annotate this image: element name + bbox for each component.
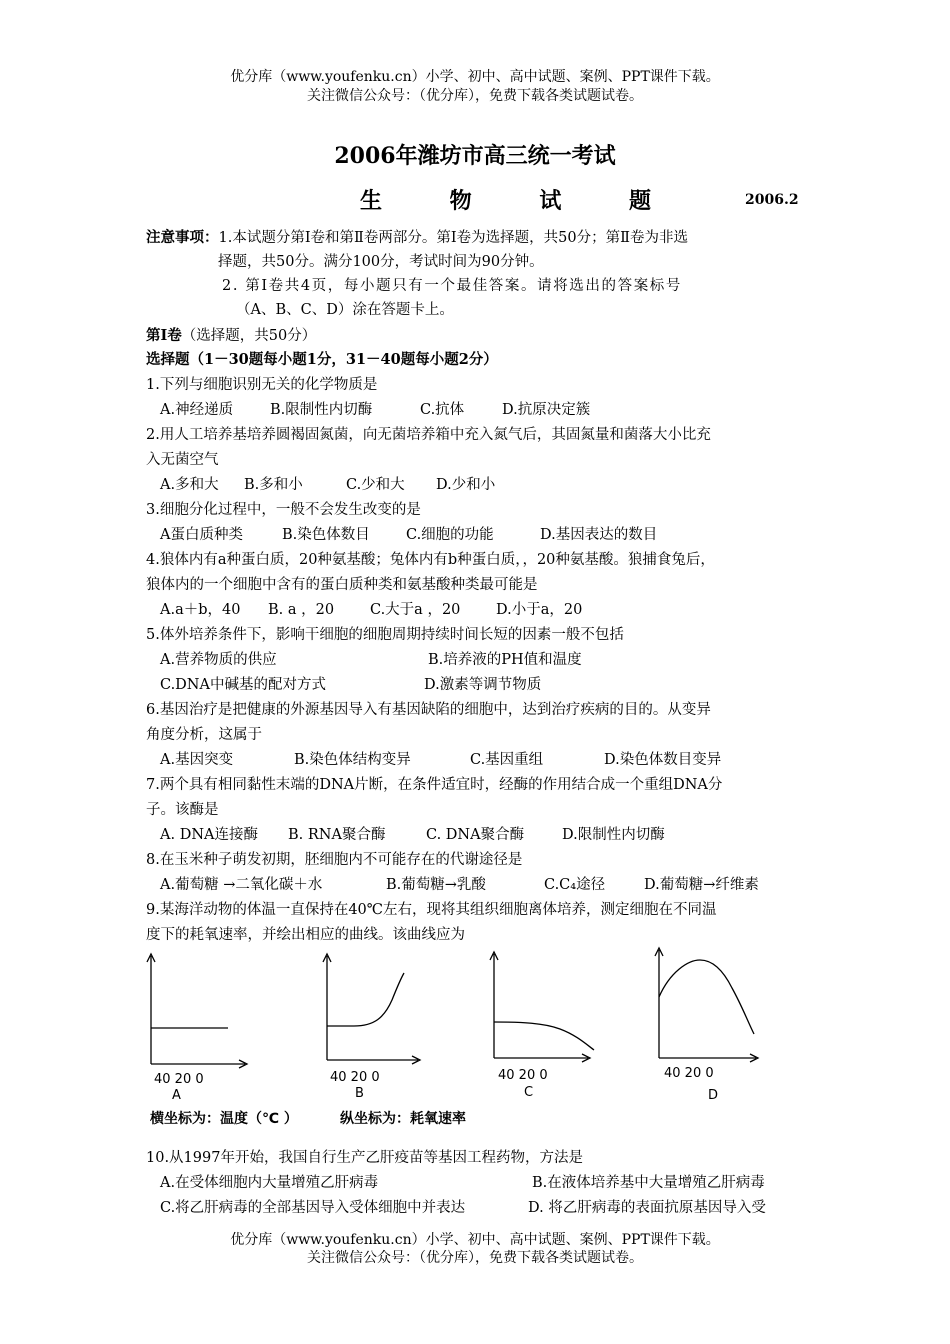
footer-line-2: 关注微信公众号：（优分库），免费下载各类试题试卷。 xyxy=(307,1250,643,1266)
graph-b-curve xyxy=(327,973,404,1026)
q9-xaxis-note: 横坐标为：温度（℃ ） xyxy=(150,1111,298,1127)
q5-option-d: D.激素等调节物质 xyxy=(424,677,542,693)
q6-option-d: D.染色体数目变异 xyxy=(604,752,722,768)
q10-stem: 10.从1997年开始，我国自行生产乙肝疫苗等基因工程药物，方法是 xyxy=(146,1150,583,1166)
q2-option-c: C.少和大 xyxy=(346,477,405,493)
q3-option-c: C.细胞的功能 xyxy=(406,527,494,543)
q4-option-d: D.小于a，20 xyxy=(496,602,583,618)
exam-date: 2006.2 xyxy=(745,192,799,208)
notice-item-1b: 择题，共50分。满分100分，考试时间为90分钟。 xyxy=(218,254,544,270)
q8-option-c: C.C₄途径 xyxy=(544,877,606,893)
notice-line-1 xyxy=(146,228,688,248)
q1-option-b: B.限制性内切酶 xyxy=(270,402,373,418)
graph-c-curve xyxy=(494,1022,594,1050)
q5-stem: 5.体外培养条件下，影响干细胞的细胞周期持续时间长短的因素一般不包括 xyxy=(146,627,624,643)
section-title-rest: （选择题，共50分） xyxy=(181,328,317,344)
q9-stem-1: 9.某海洋动物的体温一直保持在40℃左右，现将其组织细胞离体培养，测定细胞在不同温 xyxy=(146,902,717,918)
q3-option-b: B.染色体数目 xyxy=(282,527,370,543)
q4-option-c: C.大于a ，20 xyxy=(370,602,461,618)
header-line-2: 关注微信公众号：（优分库），免费下载各类试题试卷。 xyxy=(307,88,643,104)
q5-option-a: A.营养物质的供应 xyxy=(160,652,277,668)
q1-option-c: C.抗体 xyxy=(420,402,465,418)
q2-stem-1: 2.用人工培养基培养圆褐固氮菌，向无菌培养箱中充入氮气后，其固氮量和菌落大小比充 xyxy=(146,427,711,443)
notice-label: 注意事项： xyxy=(146,229,219,246)
q6-option-c: C.基因重组 xyxy=(470,752,544,768)
graph-a-ticks: 40 20 0 xyxy=(154,1072,204,1087)
q4-option-a: A.a＋b，40 xyxy=(160,602,241,618)
q8-option-d: D.葡萄糖→纤维素 xyxy=(644,877,759,893)
graph-b-ticks: 40 20 0 xyxy=(330,1070,380,1085)
exam-title: 2006年潍坊市高三统一考试 xyxy=(334,143,616,169)
graph-a-label: A xyxy=(172,1088,181,1103)
q2-option-d: D.少和小 xyxy=(436,477,496,493)
q2-stem-2: 入无菌空气 xyxy=(146,452,219,468)
exam-subtitle: 生 物 试 题 xyxy=(360,188,681,214)
notice-item-2b: （A、B、C、D）涂在答题卡上。 xyxy=(236,302,454,318)
notice-item-2a: 2. 第Ⅰ卷共4页，每小题只有一个最佳答案。请将选出的答案标号 xyxy=(222,278,682,294)
q7-stem-1: 7.两个具有相同黏性末端的DNA片断，在条件适宜时，经酶的作用结合成一个重组DNA分 xyxy=(146,777,723,793)
q6-option-a: A.基因突变 xyxy=(160,752,234,768)
q10-option-c: C.将乙肝病毒的全部基因导入受体细胞中并表达 xyxy=(160,1200,466,1216)
q8-option-a: A.葡萄糖 →二氧化碳＋水 xyxy=(160,877,323,893)
section-title-bold: 第Ⅰ卷 xyxy=(146,327,182,344)
graph-c-label: C xyxy=(524,1085,534,1100)
q10-option-a: A.在受体细胞内大量增殖乙肝病毒 xyxy=(160,1175,379,1191)
q9-yaxis-note: 纵坐标为：耗氧速率 xyxy=(340,1111,466,1127)
section-title xyxy=(146,326,316,346)
q5-option-c: C.DNA中碱基的配对方式 xyxy=(160,677,326,693)
q7-option-c: C. DNA聚合酶 xyxy=(426,827,525,843)
q6-stem-2: 角度分析，这属于 xyxy=(146,727,262,743)
q7-option-d: D.限制性内切酶 xyxy=(562,827,665,843)
q10-option-d: D. 将乙肝病毒的表面抗原基因导入受 xyxy=(528,1200,766,1216)
q4-option-b: B. a ，20 xyxy=(268,602,335,618)
graph-d-label: D xyxy=(708,1088,719,1103)
notice-item-1a: 1.本试题分第Ⅰ卷和第Ⅱ卷两部分。第Ⅰ卷为选择题，共50分；第Ⅱ卷为非选 xyxy=(218,230,688,246)
q4-stem-1: 4.狼体内有a种蛋白质，20种氨基酸；兔体内有b种蛋白质，，20种氨基酸。狼捕食兔后， xyxy=(146,552,715,568)
q3-stem: 3.细胞分化过程中，一般不会发生改变的是 xyxy=(146,502,421,518)
footer-line-1: 优分库（www.youfenku.cn）小学、初中、高中试题、案例、PPT课件下载。 xyxy=(230,1232,720,1248)
header-line-1: 优分库（www.youfenku.cn）小学、初中、高中试题、案例、PPT课件下载。 xyxy=(230,69,720,85)
q1-stem: 1.下列与细胞识别无关的化学物质是 xyxy=(146,377,378,393)
q8-option-b: B.葡萄糖→乳酸 xyxy=(386,877,486,893)
q10-option-b: B.在液体培养基中大量增殖乙肝病毒 xyxy=(532,1175,765,1191)
graph-d-curve xyxy=(659,960,754,1034)
q5-option-b: B.培养液的PH值和温度 xyxy=(428,652,582,668)
q6-option-b: B.染色体结构变异 xyxy=(294,752,411,768)
q1-option-d: D.抗原决定簇 xyxy=(502,402,591,418)
q7-option-a: A. DNA连接酶 xyxy=(160,827,258,843)
q6-stem-1: 6.基因治疗是把健康的外源基因导入有基因缺陷的细胞中，达到治疗疾病的目的。从变异 xyxy=(146,702,711,718)
q4-stem-2: 狼体内的一个细胞中含有的蛋白质种类和氨基酸种类最可能是 xyxy=(146,577,538,593)
q3-option-d: D.基因表达的数目 xyxy=(540,527,658,543)
q9-stem-2: 度下的耗氧速率，并绘出相应的曲线。该曲线应为 xyxy=(146,927,465,943)
section-subtitle: 选择题（1－30题每小题1分，31－40题每小题2分） xyxy=(146,351,498,368)
q8-stem: 8.在玉米种子萌发初期，胚细胞内不可能存在的代谢途径是 xyxy=(146,852,523,868)
q1-option-a: A.神经递质 xyxy=(160,402,234,418)
q7-stem-2: 子。该酶是 xyxy=(146,802,219,818)
q2-option-a: A.多和大 xyxy=(160,477,219,493)
graph-d-ticks: 40 20 0 xyxy=(664,1066,714,1081)
graph-b-label: B xyxy=(355,1086,364,1101)
q3-option-a: A蛋白质种类 xyxy=(160,527,243,543)
q7-option-b: B. RNA聚合酶 xyxy=(288,827,386,843)
q2-option-b: B.多和小 xyxy=(244,477,303,493)
graph-c-ticks: 40 20 0 xyxy=(498,1068,548,1083)
